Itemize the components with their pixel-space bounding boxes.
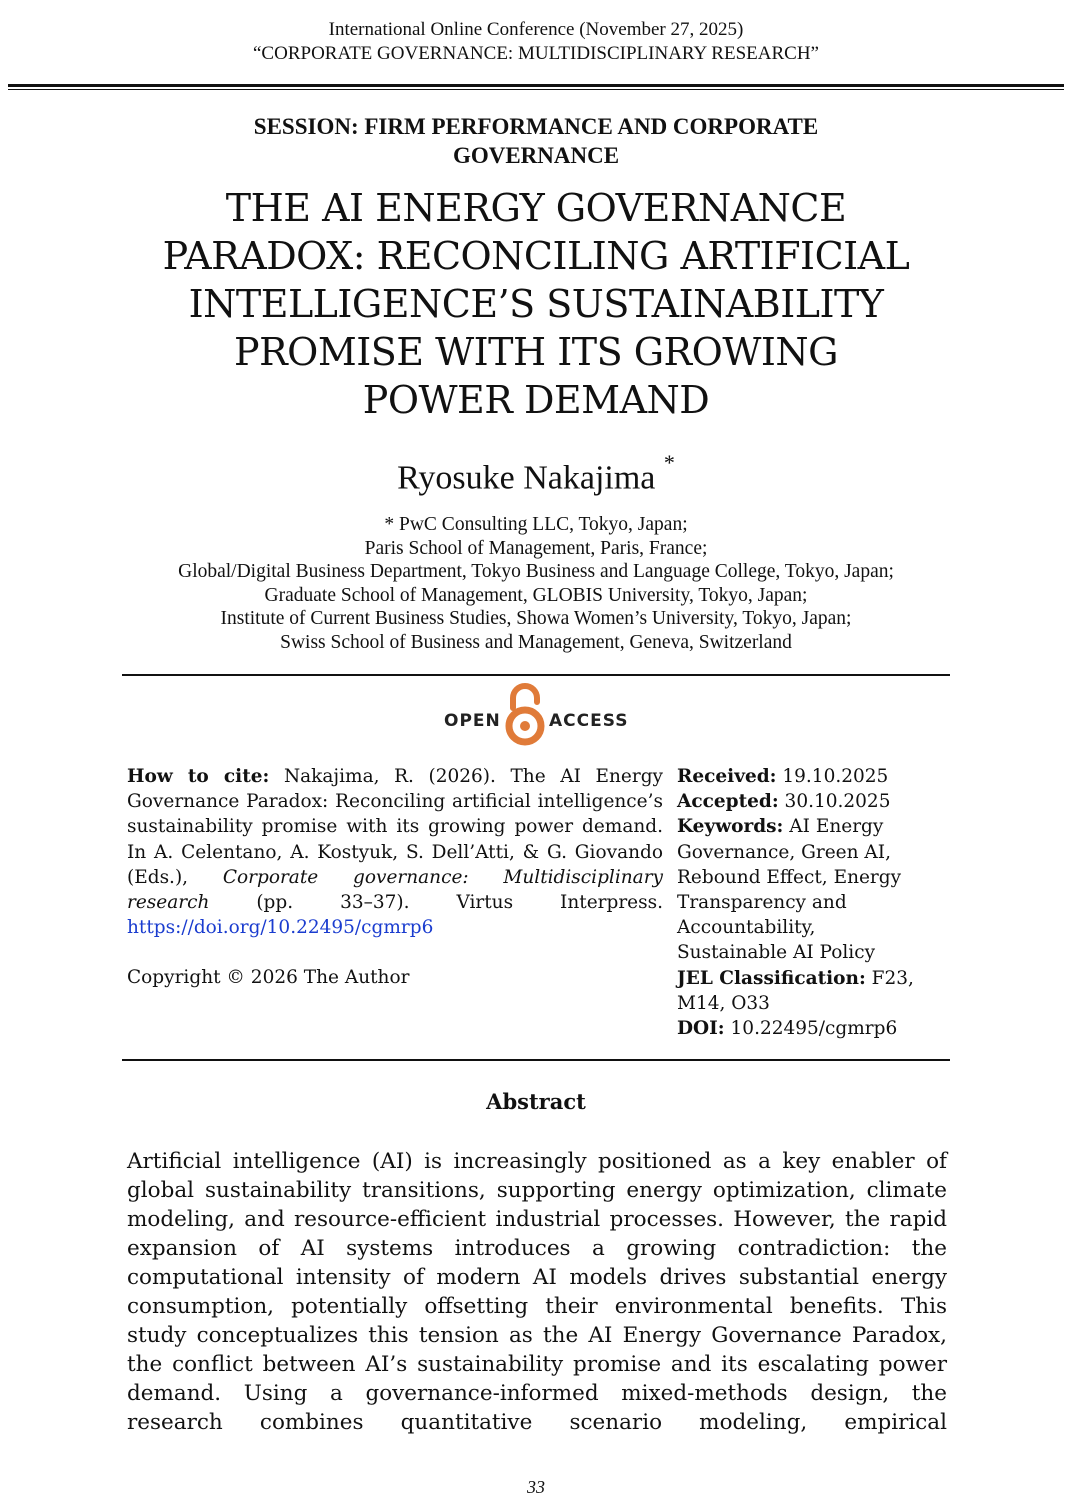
keywords-row bbox=[677, 814, 937, 839]
title-line: PROMISE WITH ITS GROWING bbox=[234, 330, 838, 374]
jel-row bbox=[677, 966, 937, 991]
article-meta bbox=[677, 764, 937, 1041]
open-access-label-open: OPEN bbox=[444, 711, 501, 731]
how-to-cite bbox=[127, 764, 663, 940]
conference-line-1: International Online Conference (November 27, 2025) bbox=[328, 19, 744, 40]
info-bottom-divider bbox=[122, 1059, 950, 1061]
affiliation-line: Swiss School of Business and Management, Geneva, Switzerland bbox=[280, 631, 792, 653]
received-date: 19.10.2025 bbox=[776, 766, 889, 787]
keywords-line: Accountability, bbox=[677, 917, 816, 939]
title-line: POWER DEMAND bbox=[362, 378, 710, 422]
received-row bbox=[677, 764, 937, 789]
accepted-date: 30.10.2025 bbox=[778, 791, 891, 813]
affiliations bbox=[0, 513, 1072, 654]
keywords-line: Transparency and bbox=[677, 892, 847, 914]
cite-label: How to cite: bbox=[127, 766, 270, 787]
page-number: 33 bbox=[527, 1477, 545, 1497]
accepted-row bbox=[677, 789, 937, 814]
open-access-label-access: ACCESS bbox=[549, 711, 629, 731]
affiliation-line: Global/Digital Business Department, Tokyo Business and Language College, Tokyo, Japan; bbox=[178, 561, 894, 582]
keywords-label: Keywords: bbox=[677, 816, 784, 838]
cite-book: Corporate governance: Multidisciplinary research bbox=[127, 866, 663, 914]
doi-value: 10.22495/cgmrp6 bbox=[724, 1018, 898, 1040]
session-heading bbox=[150, 112, 922, 170]
cite-pages: (pp. 33–37). Virtus Interpress. bbox=[209, 892, 663, 914]
title-line: INTELLIGENCE’S SUSTAINABILITY bbox=[188, 282, 884, 326]
copyright: Copyright © 2026 The Author bbox=[127, 967, 410, 988]
keywords-line: Governance, Green AI, bbox=[677, 841, 891, 863]
header-divider bbox=[8, 84, 1064, 87]
doi-label: DOI: bbox=[677, 1018, 725, 1040]
open-access-badge bbox=[0, 682, 1072, 748]
author-name: Ryosuke Nakajima bbox=[397, 459, 656, 497]
info-top-divider bbox=[122, 674, 950, 676]
cite-doi-link[interactable]: https://doi.org/10.22495/cgmrp6 bbox=[127, 917, 434, 939]
affiliation-line: Paris School of Management, Paris, France; bbox=[364, 537, 708, 559]
session-line-2: GOVERNANCE bbox=[452, 143, 620, 168]
affiliation-line: * PwC Consulting LLC, Tokyo, Japan; bbox=[384, 514, 688, 535]
title-line: PARADOX: RECONCILING ARTIFICIAL bbox=[162, 234, 910, 278]
jel-codes: F23, bbox=[865, 967, 914, 989]
abstract-heading: Abstract bbox=[486, 1089, 586, 1114]
author-line bbox=[0, 448, 1072, 499]
abstract-text: Artificial intelligence (AI) is increasingly positioned as a key enabler of global sustainability transitions, supporting energy optimization, climate modeling, and resource-efficient industrial processes. However, the rapid expansion of AI systems introduces a growing contradiction: the computational intensity of modern AI models drives substantial energy consumption, potentially offsetting their environmental benefits. This study conceptualizes this tension as the AI Energy Governance Paradox, the conflict between AI’s sustainability promise and its escalating power demand. Using a governance-informed mixed-methods design, the research combines quantitative scenario modeling, empirical bbox=[127, 1149, 947, 1435]
header-divider-thin bbox=[8, 89, 1064, 90]
title-line: THE AI ENERGY GOVERNANCE bbox=[225, 186, 847, 230]
keywords-line: Rebound Effect, Energy bbox=[677, 866, 902, 888]
jel-label: JEL Classification: bbox=[677, 967, 866, 989]
received-label: Received: bbox=[677, 766, 777, 787]
author-mark: * bbox=[663, 450, 675, 475]
doi-row bbox=[677, 1016, 937, 1041]
jel-codes-line: M14, O33 bbox=[677, 992, 770, 1014]
keywords-line: Sustainable AI Policy bbox=[677, 942, 876, 964]
conference-line-2: “CORPORATE GOVERNANCE: MULTIDISCIPLINARY RESEARCH” bbox=[253, 43, 819, 64]
open-access-lock-icon bbox=[503, 682, 547, 746]
accepted-label: Accepted: bbox=[677, 791, 779, 813]
paper-title bbox=[120, 184, 952, 424]
affiliation-line: Graduate School of Management, GLOBIS University, Tokyo, Japan; bbox=[264, 584, 808, 606]
session-line-1: SESSION: FIRM PERFORMANCE AND CORPORATE bbox=[253, 114, 819, 139]
keywords-line: AI Energy bbox=[783, 816, 884, 838]
cite-text: Nakajima, R. (2026). The AI Energy Governance Paradox: Reconciling artificial intelligence’s sustainability promise with its growing power demand. In A. Celentano, A. Kostyuk, S. Dell’Atti, & G. Giovando (Eds.), bbox=[127, 766, 663, 888]
affiliation-line: Institute of Current Business Studies, Showa Women’s University, Tokyo, Japan; bbox=[220, 608, 852, 629]
conference-header bbox=[0, 18, 1072, 66]
